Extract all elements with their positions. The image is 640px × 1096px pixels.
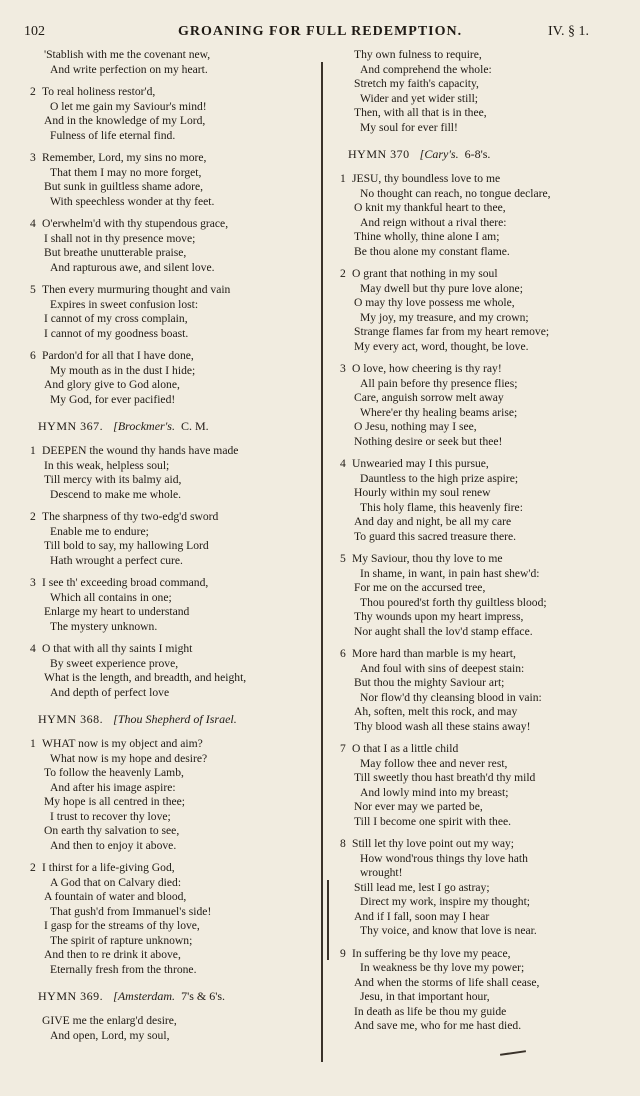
verse-text: Enable me to endure; xyxy=(50,524,149,538)
verse-line xyxy=(340,457,630,472)
verse-text: I shall not in thy presence move; xyxy=(44,231,196,245)
stanza-number: 3 xyxy=(30,151,36,164)
hymn-heading xyxy=(348,147,630,162)
verse-line xyxy=(30,129,325,144)
verse-text: In suffering be thy love my peace, xyxy=(352,946,511,960)
stanza-number: 3 xyxy=(340,362,346,375)
verse-text: A fountain of water and blood, xyxy=(44,890,187,903)
verse-text: Hath wrought a perfect cure. xyxy=(50,553,183,567)
verse-text: And if I fall, soon may I hear xyxy=(354,909,490,923)
column-divider-accent xyxy=(327,880,329,960)
verse-line xyxy=(30,195,325,210)
verse-text: 'Stablish with me the covenant new, xyxy=(44,48,211,61)
verse-line xyxy=(30,114,325,129)
verse-line xyxy=(30,591,325,606)
verse-text: Fulness of life eternal find. xyxy=(50,128,176,142)
verse-line xyxy=(30,349,325,364)
verse-text: For me on the accursed tree, xyxy=(354,581,486,594)
stanza-number: 5 xyxy=(30,283,36,296)
verse-line xyxy=(30,795,325,810)
verse-text: Then, with all that is in thee, xyxy=(354,106,487,119)
verse-text: Till bold to say, my hallowing Lord xyxy=(44,539,209,552)
verse-text: The sharpness of thy two-edg'd sword xyxy=(42,510,219,523)
verse-line xyxy=(340,610,630,625)
stanza-number: 2 xyxy=(30,861,36,874)
verse-line xyxy=(30,459,325,474)
verse-line xyxy=(340,201,630,216)
verse-line xyxy=(340,245,630,260)
verse-text: Still lead me, lest I go astray; xyxy=(354,880,490,894)
verse-text: All pain before thy presence flies; xyxy=(360,376,518,390)
verse-text: DEEPEN the wound thy hands have made xyxy=(42,444,239,457)
verse-text: Thou poured'st forth thy guiltless blood; xyxy=(360,595,547,609)
verse-text: Thy wounds upon my heart impress, xyxy=(354,610,524,623)
verse-text: O'erwhelm'd with thy stupendous grace, xyxy=(42,217,229,230)
verse-line xyxy=(30,312,325,327)
verse-text: I gasp for the streams of thy love, xyxy=(44,919,200,932)
verse-line xyxy=(340,406,630,421)
verse-text: Till I become one spirit with thee. xyxy=(354,814,512,828)
verse-line xyxy=(340,340,630,355)
verse-line xyxy=(340,625,630,640)
verse-text: On earth thy salvation to see, xyxy=(44,824,180,837)
verse-line xyxy=(30,824,325,839)
verse-line xyxy=(30,876,325,891)
verse-text: This holy flame, this heavenly fire: xyxy=(360,500,523,514)
verse-line xyxy=(340,866,630,881)
verse-text: My hope is all centred in thee; xyxy=(44,795,186,808)
stanza-gap xyxy=(340,354,630,362)
verse-line xyxy=(30,948,325,963)
running-header xyxy=(0,24,640,44)
verse-line xyxy=(30,1014,325,1029)
verse-line xyxy=(30,488,325,503)
verse-text: GIVE me the enlarg'd desire, xyxy=(42,1014,177,1027)
verse-text: Eternally fresh from the throne. xyxy=(50,962,197,976)
verse-text: Stretch my faith's capacity, xyxy=(354,77,479,90)
verse-text: Direct my work, inspire my thought; xyxy=(360,895,531,908)
verse-line xyxy=(340,800,630,815)
verse-text: And lowly mind into my breast; xyxy=(360,785,509,799)
verse-line xyxy=(340,282,630,297)
verse-text: I thirst for a life-giving God, xyxy=(42,861,175,874)
page-number: 102 xyxy=(24,24,45,39)
verse-line xyxy=(30,657,325,672)
verse-line xyxy=(30,539,325,554)
verse-line xyxy=(340,362,630,377)
stanza-number: 4 xyxy=(340,457,346,470)
verse-text: By sweet experience prove, xyxy=(50,656,179,670)
stanza-number: 7 xyxy=(340,742,346,755)
verse-text: Till mercy with its balmy aid, xyxy=(44,473,182,486)
verse-text: O let me gain my Saviour's mind! xyxy=(50,99,207,113)
verse-text: Still let thy love point out my way; xyxy=(352,837,514,850)
verse-text: Care, anguish sorrow melt away xyxy=(354,391,504,404)
verse-text: That gush'd from Immanuel's side! xyxy=(50,904,212,918)
verse-text: My Saviour, thou thy love to me xyxy=(352,552,503,565)
verse-line xyxy=(340,486,630,501)
verse-line xyxy=(30,810,325,825)
verse-text: Till sweetly thou hast breath'd thy mild xyxy=(354,771,536,784)
verse-line xyxy=(340,676,630,691)
stanza-gap xyxy=(340,939,630,947)
verse-text: O that with all thy saints I might xyxy=(42,642,193,655)
verse-line xyxy=(340,852,630,867)
verse-line xyxy=(30,378,325,393)
verse-text: May follow thee and never rest, xyxy=(360,756,508,770)
hymn-tune: [Thou Shepherd of Israel. xyxy=(113,712,237,726)
verse-text: My God, for ever pacified! xyxy=(50,392,176,406)
verse-text: In this weak, helpless soul; xyxy=(44,458,170,472)
stanza-number: 5 xyxy=(340,552,346,565)
verse-line xyxy=(30,85,325,100)
verse-line xyxy=(340,435,630,450)
stanza-gap xyxy=(30,853,325,861)
verse-line xyxy=(340,377,630,392)
verse-line xyxy=(340,757,630,772)
verse-text: Nothing desire or seek but thee! xyxy=(354,434,503,448)
verse-line xyxy=(340,976,630,991)
verse-line xyxy=(340,771,630,786)
stanza-gap xyxy=(30,275,325,283)
verse-text: Enlarge my heart to understand xyxy=(44,605,190,618)
verse-line xyxy=(340,720,630,735)
verse-text: In weakness be thy love my power; xyxy=(360,961,525,974)
stanza-number: 2 xyxy=(340,267,346,280)
verse-line xyxy=(30,861,325,876)
verse-text: Jesu, in that important hour, xyxy=(360,990,490,1003)
stanza-gap xyxy=(30,341,325,349)
verse-text: I trust to recover thy love; xyxy=(50,809,171,823)
stanza-gap xyxy=(340,449,630,457)
verse-text: In death as life be thou my guide xyxy=(354,1004,507,1018)
verse-text: Nor flow'd thy cleansing blood in vain: xyxy=(360,690,542,704)
verse-text: What now is my hope and desire? xyxy=(50,751,208,765)
verse-text: And in the knowledge of my Lord, xyxy=(44,114,206,127)
stanza-number: 6 xyxy=(30,349,36,362)
verse-text: To guard this sacred treasure there. xyxy=(354,529,517,543)
verse-line xyxy=(340,77,630,92)
stanza-number: 4 xyxy=(30,642,36,655)
hymn-heading xyxy=(38,989,325,1004)
verse-text: Thine wholly, thine alone I am; xyxy=(354,230,500,243)
verse-line xyxy=(340,596,630,611)
verse-line xyxy=(30,905,325,920)
verse-text: And after his image aspire: xyxy=(50,780,176,794)
verse-text: Wider and yet wider still; xyxy=(360,91,479,105)
verse-line xyxy=(340,501,630,516)
hymn-metre: 6-8's. xyxy=(464,147,491,161)
verse-text: Where'er thy healing beams arise; xyxy=(360,405,518,419)
hymn-number: HYMN 367. xyxy=(38,419,104,433)
verse-line xyxy=(30,620,325,635)
verse-line xyxy=(340,216,630,231)
verse-text: wrought! xyxy=(360,866,403,879)
verse-line xyxy=(30,283,325,298)
verse-line xyxy=(340,742,630,757)
verse-line xyxy=(30,510,325,525)
verse-line xyxy=(30,298,325,313)
verse-text: O Jesu, nothing may I see, xyxy=(354,420,477,433)
verse-text: Unwearied may I this pursue, xyxy=(352,457,489,470)
verse-text: May dwell but thy pure love alone; xyxy=(360,281,523,295)
verse-text: What is the length, and breadth, and height, xyxy=(44,671,247,684)
verse-line xyxy=(30,246,325,261)
verse-line xyxy=(30,63,325,78)
verse-text: Nor ever may we parted be, xyxy=(354,800,483,813)
verse-line xyxy=(340,691,630,706)
verse-line xyxy=(340,815,630,830)
verse-line xyxy=(340,325,630,340)
stanza-gap xyxy=(340,734,630,742)
verse-line xyxy=(340,92,630,107)
verse-line xyxy=(340,267,630,282)
verse-text: The mystery unknown. xyxy=(50,619,158,633)
verse-line xyxy=(340,705,630,720)
verse-line xyxy=(340,472,630,487)
stanza-number: 6 xyxy=(340,647,346,660)
verse-text: I cannot of my cross complain, xyxy=(44,312,188,325)
verse-line xyxy=(30,642,325,657)
verse-text: And write perfection on my heart. xyxy=(50,62,208,76)
left-column xyxy=(30,48,325,1043)
verse-text: My joy, my treasure, and my crown; xyxy=(360,310,529,324)
verse-text: My soul for ever fill! xyxy=(360,120,458,134)
verse-line xyxy=(340,296,630,311)
hymn-number: HYMN 369. xyxy=(38,989,104,1003)
verse-line xyxy=(340,924,630,939)
verse-line xyxy=(30,180,325,195)
stanza-gap xyxy=(30,77,325,85)
verse-line xyxy=(30,327,325,342)
stanza-number: 1 xyxy=(30,444,36,457)
verse-text: And comprehend the whole: xyxy=(360,62,492,76)
verse-text: And reign without a rival there: xyxy=(360,215,507,229)
verse-text: My every act, word, thought, be love. xyxy=(354,339,529,353)
verse-line xyxy=(30,737,325,752)
stanza-gap xyxy=(30,209,325,217)
verse-line xyxy=(340,1005,630,1020)
verse-line xyxy=(30,605,325,620)
verse-text: And then to re drink it above, xyxy=(44,948,181,961)
verse-text: Then every murmuring thought and vain xyxy=(42,283,231,296)
verse-line xyxy=(340,121,630,136)
stanza-number: 4 xyxy=(30,217,36,230)
hymn-tune: [Cary's. xyxy=(419,147,459,161)
verse-line xyxy=(30,686,325,701)
verse-text: Dauntless to the high prize aspire; xyxy=(360,471,519,485)
verse-text: And glory give to God alone, xyxy=(44,378,180,391)
hymn-metre: 7's & 6's. xyxy=(181,989,226,1003)
verse-line xyxy=(30,444,325,459)
verse-text: To real holiness restor'd, xyxy=(42,85,156,98)
verse-text: O that I as a little child xyxy=(352,742,459,755)
verse-line xyxy=(30,890,325,905)
hymn-heading xyxy=(38,419,325,434)
verse-text: JESU, thy boundless love to me xyxy=(352,172,501,185)
verse-text: Be thou alone my constant flame. xyxy=(354,244,510,258)
verse-text: In shame, in want, in pain hast shew'd: xyxy=(360,566,540,580)
hymn-number: HYMN 370 xyxy=(348,147,410,161)
stanza-gap xyxy=(340,544,630,552)
verse-text: The spirit of rapture unknown; xyxy=(50,933,193,947)
verse-line xyxy=(30,576,325,591)
verse-line xyxy=(340,172,630,187)
verse-line xyxy=(30,839,325,854)
verse-line xyxy=(340,1019,630,1034)
verse-line xyxy=(340,895,630,910)
stanza-number: 2 xyxy=(30,510,36,523)
verse-line xyxy=(340,63,630,78)
verse-line xyxy=(340,581,630,596)
verse-line xyxy=(340,881,630,896)
verse-text: And open, Lord, my soul, xyxy=(50,1028,170,1042)
verse-line xyxy=(340,947,630,962)
verse-text: That them I may no more forget, xyxy=(50,165,202,179)
verse-text: No thought can reach, no tongue declare, xyxy=(360,186,551,200)
verse-line xyxy=(340,530,630,545)
verse-line xyxy=(340,48,630,63)
verse-text: And when the storms of life shall cease, xyxy=(354,975,540,989)
verse-text: O knit my thankful heart to thee, xyxy=(354,201,506,214)
verse-line xyxy=(30,919,325,934)
verse-line xyxy=(30,166,325,181)
verse-text: Thy voice, and know that love is near. xyxy=(360,924,537,937)
verse-line xyxy=(340,391,630,406)
verse-text: O may thy love possess me whole, xyxy=(354,296,515,309)
verse-text: But breathe unutterable praise, xyxy=(44,246,187,259)
verse-text: My mouth as in the dust I hide; xyxy=(50,363,196,377)
verse-text: I see th' exceeding broad command, xyxy=(42,576,209,589)
verse-text: How wond'rous things thy love hath xyxy=(360,851,528,865)
verse-line xyxy=(30,48,325,63)
hymn-number: HYMN 368. xyxy=(38,712,104,726)
verse-line xyxy=(30,525,325,540)
verse-line xyxy=(340,567,630,582)
stanza-number: 1 xyxy=(340,172,346,185)
verse-line xyxy=(340,552,630,567)
verse-line xyxy=(30,151,325,166)
verse-line xyxy=(30,232,325,247)
stanza-gap xyxy=(30,143,325,151)
verse-line xyxy=(30,752,325,767)
verse-line xyxy=(340,420,630,435)
stanza-gap xyxy=(340,259,630,267)
verse-line xyxy=(340,515,630,530)
verse-text: Hourly within my soul renew xyxy=(354,486,491,499)
verse-text: More hard than marble is my heart, xyxy=(352,647,516,660)
verse-text: O grant that nothing in my soul xyxy=(352,267,498,280)
verse-line xyxy=(30,963,325,978)
verse-line xyxy=(340,187,630,202)
verse-line xyxy=(30,934,325,949)
verse-text: But sunk in guiltless shame adore, xyxy=(44,180,204,193)
verse-text: Expires in sweet confusion lost: xyxy=(50,297,199,311)
verse-text: And rapturous awe, and silent love. xyxy=(50,260,215,274)
verse-text: And save me, who for me hast died. xyxy=(354,1019,522,1032)
verse-text: To follow the heavenly Lamb, xyxy=(44,766,184,779)
verse-line xyxy=(30,100,325,115)
verse-line xyxy=(30,364,325,379)
verse-line xyxy=(340,230,630,245)
verse-line xyxy=(340,961,630,976)
stanza-number: 9 xyxy=(340,946,346,960)
verse-line xyxy=(30,473,325,488)
stanza-number: 3 xyxy=(30,576,36,589)
verse-line xyxy=(30,393,325,408)
verse-line xyxy=(30,1029,325,1044)
verse-text: A God that on Calvary died: xyxy=(50,875,182,889)
hymn-metre: C. M. xyxy=(180,419,209,433)
verse-line xyxy=(340,990,630,1005)
verse-text: Thy blood wash all these stains away! xyxy=(354,719,531,733)
stanza-number: 1 xyxy=(30,737,36,750)
hymn-tune: [Amsterdam. xyxy=(113,989,176,1003)
hymn-heading xyxy=(38,712,325,727)
right-column xyxy=(340,48,630,1034)
verse-text: And day and night, be all my care xyxy=(354,515,512,528)
verse-line xyxy=(340,311,630,326)
verse-text: Thy own fulness to require, xyxy=(354,48,482,61)
verse-text: Nor aught shall the lov'd stamp efface. xyxy=(354,624,533,638)
verse-line xyxy=(340,662,630,677)
verse-line xyxy=(30,261,325,276)
verse-text: Descend to make me whole. xyxy=(50,487,182,501)
verse-line xyxy=(30,766,325,781)
verse-text: Strange flames far from my heart remove; xyxy=(354,325,550,338)
stanza-gap xyxy=(30,502,325,510)
verse-line xyxy=(340,647,630,662)
stanza-gap xyxy=(30,634,325,642)
verse-line xyxy=(340,106,630,121)
verse-line xyxy=(30,781,325,796)
verse-text: And depth of perfect love xyxy=(50,685,170,699)
verse-text: And then to enjoy it above. xyxy=(50,838,177,852)
stanza-gap xyxy=(340,829,630,837)
verse-line xyxy=(340,837,630,852)
verse-line xyxy=(30,554,325,569)
stanza-number: 8 xyxy=(340,837,346,850)
hymn-tune: [Brockmer's. xyxy=(113,419,175,433)
verse-text: I cannot of my goodness boast. xyxy=(44,326,189,340)
section-marker: IV. § 1. xyxy=(548,24,589,39)
verse-text: WHAT now is my object and aim? xyxy=(42,737,203,750)
verse-text: O love, how cheering is thy ray! xyxy=(352,362,502,375)
verse-text: But thou the mighty Saviour art; xyxy=(354,676,505,689)
stanza-gap xyxy=(340,639,630,647)
stanza-gap xyxy=(30,568,325,576)
verse-text: Ah, soften, melt this rock, and may xyxy=(354,705,518,718)
verse-text: With speechless wonder at thy feet. xyxy=(50,194,215,208)
stanza-number: 2 xyxy=(30,85,36,98)
verse-text: Pardon'd for all that I have done, xyxy=(42,349,194,362)
verse-text: Remember, Lord, my sins no more, xyxy=(42,151,207,164)
verse-text: And foul with sins of deepest stain: xyxy=(360,661,525,675)
running-title: GROANING FOR FULL REDEMPTION. xyxy=(178,24,463,39)
verse-line xyxy=(30,671,325,686)
verse-text: Which all contains in one; xyxy=(50,590,172,604)
verse-line xyxy=(30,217,325,232)
footer-ornament xyxy=(500,1050,526,1056)
verse-line xyxy=(340,786,630,801)
verse-line xyxy=(340,910,630,925)
